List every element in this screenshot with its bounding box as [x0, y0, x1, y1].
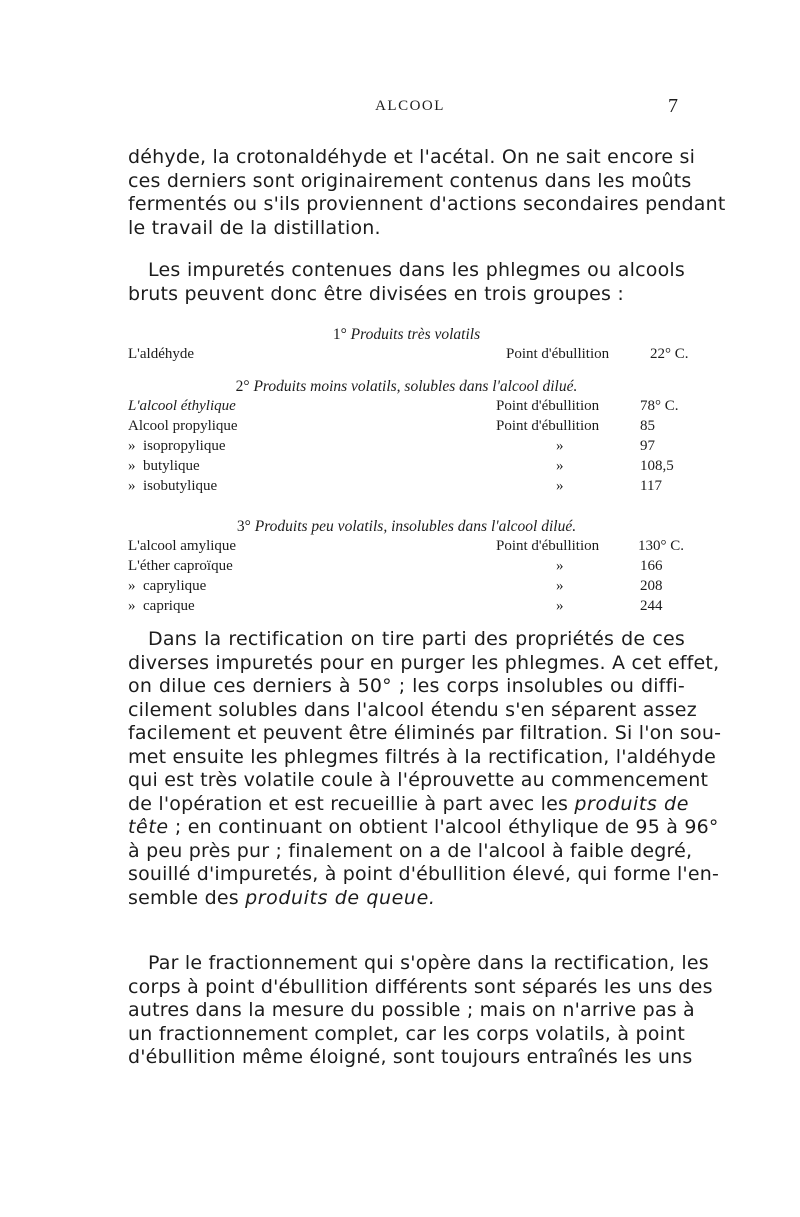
text-line: le travail de la distillation. — [128, 216, 381, 239]
italic-term: tête — [128, 816, 169, 838]
page-number: 7 — [668, 95, 678, 117]
group-title: 3° Produits peu volatils, insolubles dans l'alcool dilué. — [236, 518, 577, 535]
text-line: ces derniers sont originairement contenus dans les moûts — [128, 169, 692, 192]
paragraph-4 — [128, 952, 713, 1070]
boiling-point-label: Point d'ébullition — [496, 398, 600, 414]
table-row — [128, 538, 685, 558]
compound-name: » caprylique — [128, 578, 207, 594]
group-title: 1° Produits très volatils — [332, 326, 481, 343]
text-line: souillé d'impuretés, à point d'ébullition élevé, qui forme l'en- — [128, 863, 720, 885]
text-line: cilement solubles dans l'alcool étendu s'en séparent assez — [128, 698, 697, 721]
compound-name: L'alcool amylique — [128, 538, 237, 554]
text-line: déhyde, la crotonaldéhyde et l'acétal. On ne sait encore si — [128, 146, 696, 168]
boiling-point-value: 22° C. — [650, 346, 689, 362]
paragraph-3 — [128, 628, 722, 910]
compound-name: » caprique — [128, 598, 195, 614]
running-title: ALCOOL — [375, 98, 445, 114]
text-line: Dans la rectification on tire parti des propriétés de ces — [148, 628, 685, 650]
group-2 — [128, 378, 685, 498]
text-line: semble des produits de queue. — [128, 886, 436, 909]
ditto-mark: » — [556, 558, 564, 574]
boiling-point-value: 97 — [640, 438, 655, 454]
boiling-point-value: 117 — [640, 478, 662, 494]
ditto-mark: » — [556, 438, 564, 454]
ditto-mark: » — [556, 478, 564, 494]
compound-name: L'aldéhyde — [128, 346, 195, 362]
text-line: met ensuite les phlegmes filtrés à la rectification, l'aldéhyde — [128, 745, 716, 768]
text-line: Par le fractionnement qui s'opère dans la rectification, les — [148, 952, 709, 974]
table-row — [128, 398, 685, 418]
table-row — [128, 598, 685, 618]
group-3 — [128, 518, 685, 618]
text-line: on dilue ces derniers à 50° ; les corps insolubles ou diffi- — [128, 675, 685, 697]
text-line: fermentés ou s'ils proviennent d'actions secondaires pendant — [128, 193, 726, 215]
boiling-point-value: 208 — [640, 578, 663, 594]
boiling-point-value: 78° C. — [640, 398, 679, 414]
compound-name: L'alcool éthylique — [128, 398, 236, 414]
boiling-point-value: 85 — [640, 418, 655, 434]
text-line: de l'opération et est recueillie à part avec les produits de — [128, 792, 690, 815]
ditto-mark: » — [556, 458, 564, 474]
boiling-point-value: 130° C. — [638, 538, 685, 554]
paragraph-1 — [128, 146, 726, 240]
text-line: tête ; en continuant on obtient l'alcool éthylique de 95 à 96° — [128, 816, 719, 838]
table-row — [128, 558, 685, 578]
text-line: diverses impuretés pour en purger les phlegmes. A cet effet, — [128, 651, 720, 674]
table-row — [128, 478, 685, 498]
text-line: autres dans la mesure du possible ; mais on n'arrive pas à — [128, 999, 695, 1021]
text-line: d'ébullition même éloigné, sont toujours entraînés les uns — [128, 1046, 693, 1068]
table-row — [128, 438, 685, 458]
text-line: un fractionnement complet, car les corps volatils, à point — [128, 1022, 685, 1045]
table-row — [128, 346, 689, 366]
text-line: facilement et peuvent être éliminés par filtration. Si l'on sou- — [128, 722, 722, 744]
group-1 — [128, 326, 689, 366]
text-line: à peu près pur ; finalement on a de l'alcool à faible degré, — [128, 839, 693, 862]
text-line: qui est très volatile coule à l'éprouvette au commencement — [128, 769, 709, 791]
text-line: bruts peuvent donc être divisées en trois groupes : — [128, 282, 624, 305]
table-row — [128, 578, 685, 598]
italic-term: produits de queue. — [245, 886, 436, 909]
table-row — [128, 458, 685, 478]
boiling-point-value: 108,5 — [640, 458, 674, 474]
compound-name: » butylique — [128, 458, 200, 474]
ditto-mark: » — [556, 578, 564, 594]
text-line: Les impuretés contenues dans les phlegmes ou alcools — [148, 259, 685, 281]
boiling-point-label: Point d'ébullition — [496, 418, 600, 434]
text-line: corps à point d'ébullition différents sont séparés les uns des — [128, 975, 713, 998]
compound-name: » isopropylique — [128, 438, 226, 454]
boiling-point-label: Point d'ébullition — [506, 346, 610, 362]
boiling-point-label: Point d'ébullition — [496, 538, 600, 554]
compound-name: L'éther caproïque — [128, 558, 233, 574]
compound-name: » isobutylique — [128, 478, 218, 494]
paragraph-2 — [128, 259, 685, 306]
boiling-point-value: 244 — [640, 598, 663, 614]
table-row — [128, 418, 685, 438]
compound-name: Alcool propylique — [128, 418, 238, 434]
italic-term: produits de — [574, 792, 690, 815]
running-header — [0, 95, 800, 128]
boiling-point-value: 166 — [640, 558, 663, 574]
ditto-mark: » — [556, 598, 564, 614]
group-title: 2° Produits moins volatils, solubles dans l'alcool dilué. — [235, 378, 578, 395]
